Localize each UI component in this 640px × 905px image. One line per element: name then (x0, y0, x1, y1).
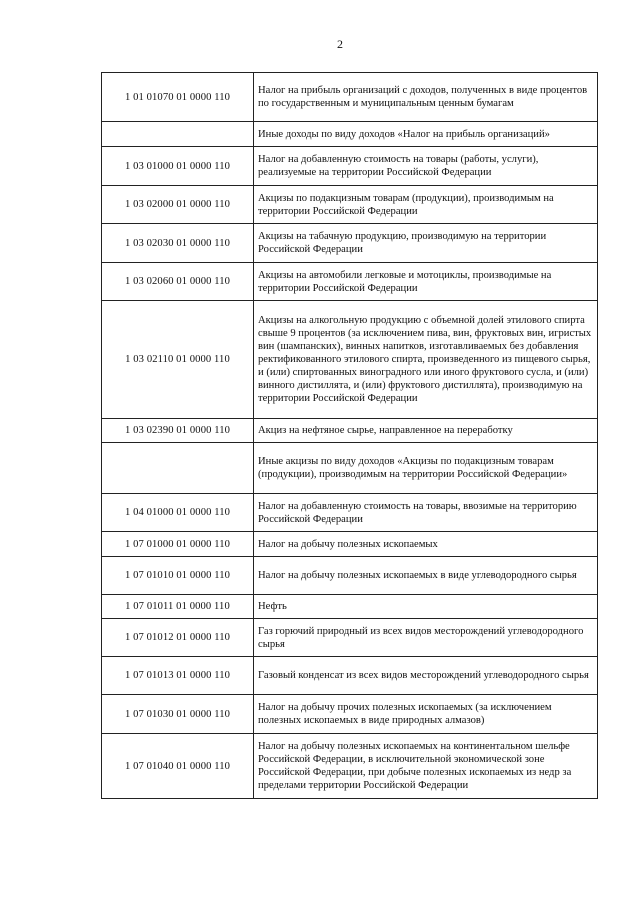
table-row (102, 301, 598, 419)
table-row (102, 557, 598, 595)
income-description: Налог на добычу полезных ископаемых в виде углеводородного сырья (254, 557, 598, 595)
table-row (102, 73, 598, 122)
classification-code: 1 07 01030 01 0000 110 (102, 695, 254, 734)
classification-code: 1 03 01000 01 0000 110 (102, 147, 254, 186)
income-description: Иные доходы по виду доходов «Налог на прибыль организаций» (254, 122, 598, 147)
income-description: Акцизы на табачную продукцию, производимую на территории Российской Федерации (254, 224, 598, 263)
classification-code: 1 07 01000 01 0000 110 (102, 532, 254, 557)
classification-code: 1 03 02390 01 0000 110 (102, 419, 254, 443)
table-row (102, 734, 598, 799)
income-description: Газовый конденсат из всех видов месторождений углеводородного сырья (254, 657, 598, 695)
income-description: Газ горючий природный из всех видов месторождений углеводородного сырья (254, 619, 598, 657)
table-row (102, 595, 598, 619)
table-row (102, 443, 598, 494)
table-row (102, 695, 598, 734)
income-description: Акциз на нефтяное сырье, направленное на переработку (254, 419, 598, 443)
income-description: Налог на прибыль организаций с доходов, полученных в виде процентов по государственным и муниципальным ценным бумагам (254, 73, 598, 122)
classification-code: 1 07 01040 01 0000 110 (102, 734, 254, 799)
table-row (102, 532, 598, 557)
classification-code: 1 03 02060 01 0000 110 (102, 263, 254, 301)
table-row (102, 263, 598, 301)
classification-code: 1 04 01000 01 0000 110 (102, 494, 254, 532)
table-row (102, 224, 598, 263)
table-row (102, 657, 598, 695)
income-description: Налог на добычу полезных ископаемых на континентальном шельфе Российской Федерации, в исключительной экономической зоне Российской Федерации, при добыче полезных ископаемых из недр за пределами территории Российской Федерации (254, 734, 598, 799)
page-number: 2 (337, 37, 343, 51)
classification-code: 1 01 01070 01 0000 110 (102, 73, 254, 122)
classification-code: 1 03 02030 01 0000 110 (102, 224, 254, 263)
table-row (102, 619, 598, 657)
classification-code (102, 443, 254, 494)
table-row (102, 419, 598, 443)
classification-code: 1 07 01010 01 0000 110 (102, 557, 254, 595)
income-description: Нефть (254, 595, 598, 619)
income-description: Акцизы по подакцизным товарам (продукции), производимым на территории Российской Федерации (254, 186, 598, 224)
budget-classification-table (101, 72, 598, 799)
table-row (102, 494, 598, 532)
income-description: Иные акцизы по виду доходов «Акцизы по подакцизным товарам (продукции), производимым на территории Российской Федерации» (254, 443, 598, 494)
classification-code: 1 07 01011 01 0000 110 (102, 595, 254, 619)
table-body (102, 73, 598, 799)
income-description: Акцизы на алкогольную продукцию с объемной долей этилового спирта свыше 9 процентов (за исключением пива, вин, фруктовых вин, игристых вин (шампанских), винных напитков, изготавливаемых без добавления ректификованного этилового спирта, произведенного из пищевого сырья, и (или) спиртованных виноградного или иного фруктового сусла, и (или) винного дистиллята, и (или) фруктового дистиллята), производимую на территории Российской Федерации (254, 301, 598, 419)
classification-code: 1 03 02000 01 0000 110 (102, 186, 254, 224)
income-description: Налог на добавленную стоимость на товары (работы, услуги), реализуемые на территории Российской Федерации (254, 147, 598, 186)
classification-code: 1 07 01012 01 0000 110 (102, 619, 254, 657)
income-description: Акцизы на автомобили легковые и мотоциклы, производимые на территории Российской Федерации (254, 263, 598, 301)
table-row (102, 122, 598, 147)
table-row (102, 147, 598, 186)
classification-code (102, 122, 254, 147)
income-description: Налог на добавленную стоимость на товары, ввозимые на территорию Российской Федерации (254, 494, 598, 532)
classification-code: 1 03 02110 01 0000 110 (102, 301, 254, 419)
table-row (102, 186, 598, 224)
income-description: Налог на добычу полезных ископаемых (254, 532, 598, 557)
income-description: Налог на добычу прочих полезных ископаемых (за исключением полезных ископаемых в виде природных алмазов) (254, 695, 598, 734)
classification-code: 1 07 01013 01 0000 110 (102, 657, 254, 695)
